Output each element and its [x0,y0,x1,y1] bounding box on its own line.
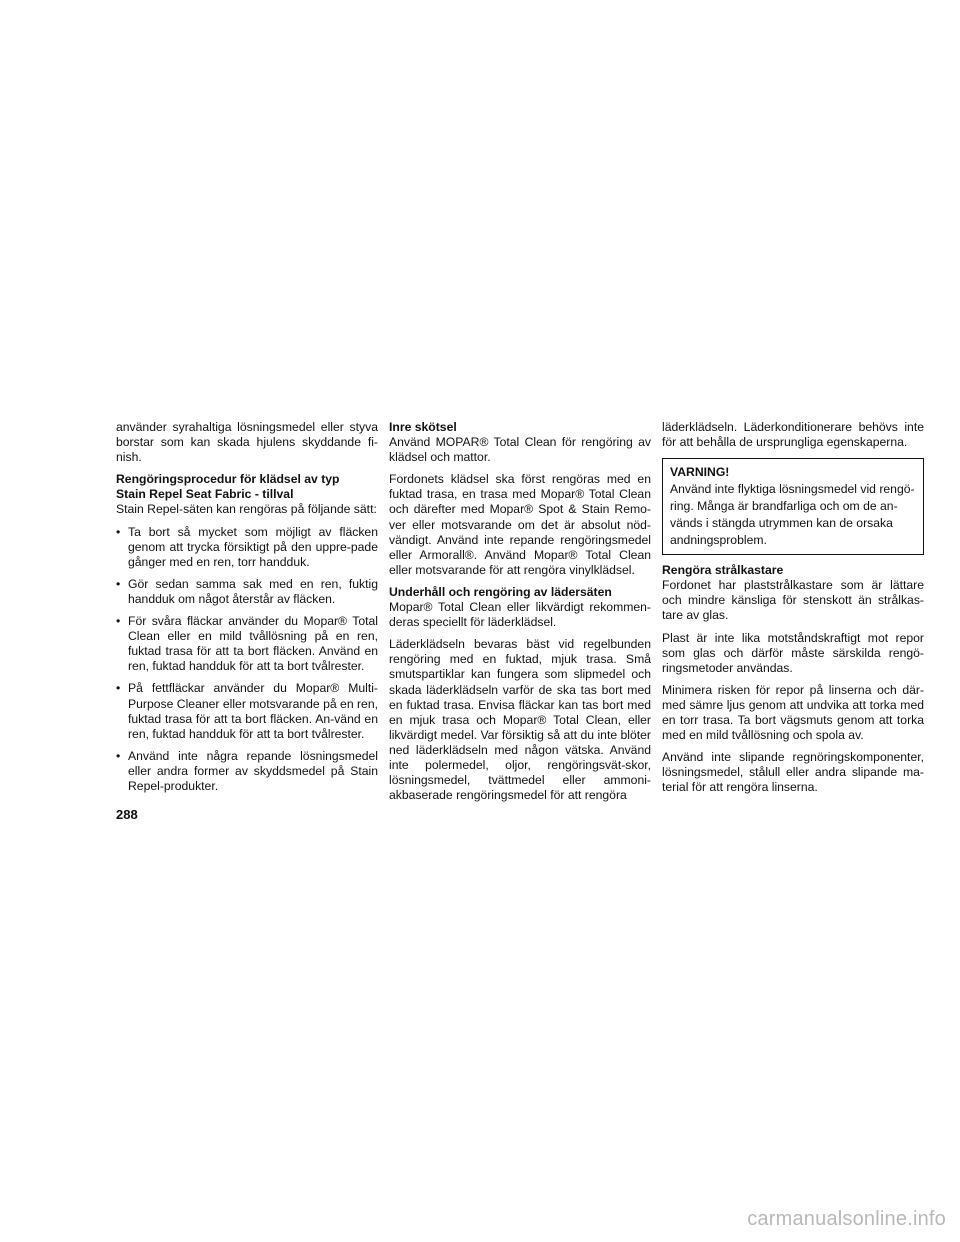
column-2 [389,420,651,810]
bullet-text: För svåra fläckar använder du Mopar® Total Clean eller en mild tvållösning på en ren, fuktad trasa för att ta bort fläcken. Använd en ren, fuktad handduk för att ta bort tvålrester. [128,614,378,674]
warning-title: VARNING! [670,465,730,480]
intro-paragraph: använder syrahaltiga lösningsmedel eller styva borstar som kan skada hjulens skyddande fi-nish. [116,420,378,465]
bullet-item [116,749,378,794]
section-lead: Stain Repel-säten kan rengöras på följande sätt: [116,502,377,517]
paragraph: Använd inte slipande regnöringskomponenter, lösningsmedel, stålull eller andra slipande ma-terial för att rengöra linserna. [662,750,924,795]
bullet-symbol: • [116,614,121,629]
interior-care-heading: Inre skötsel [389,420,457,434]
bullet-text: På fettfläckar använder du Mopar® Multi-Purpose Cleaner eller motsvarande på en ren, fuktad trasa för att ta bort fläcken. An-vänd en ren, fuktad handduk för att ta bort tvålrester. [128,681,378,741]
headlight-heading: Rengöra strålkastare [662,563,784,578]
column-1 [116,420,378,801]
bullet-symbol: • [116,681,121,696]
section-heading-line-1: Rengöringsprocedur för klädsel av typ [116,472,340,487]
paragraph: Plast är inte lika motståndskraftigt mot repor som glas och därför måste särskilda rengö-ringsmetoder användas. [662,630,924,675]
paragraph: Mopar® Total Clean eller likvärdigt rekommen-deras speciellt för läderklädsel. [389,600,651,630]
paragraph: Fordonets klädsel ska först rengöras med en fuktad trasa, en trasa med Mopar® Total Clean och därefter med Mopar® Spot & Stain Remo-ver eller motsvarande om det är absolut nöd-vändigt. Använd inte repande rengöringsmedel eller Armorall®. Använd Mopar® Total Clean eller motsvarande för att rengöra vinylklädsel. [389,472,651,577]
bullet-symbol: • [116,524,121,539]
paragraph: läderklädseln. Läderkonditionerare behövs inte för att behålla de ursprungliga egenskaperna. [662,420,924,450]
bullet-text: Gör sedan samma sak med en ren, fuktig handduk om något återstår av fläcken. [128,576,378,606]
bullet-symbol: • [116,576,121,591]
section-heading-line-2: Stain Repel Seat Fabric - tillval [116,487,294,502]
headlight-section [662,563,924,623]
bullet-symbol: • [116,748,121,763]
watermark: carmanualsonline.info [747,1208,946,1230]
paragraph: Använd MOPAR® Total Clean för rengöring av klädsel och mattor. [389,435,651,465]
interior-care-section [389,420,651,465]
leather-seat-section [389,585,651,630]
bullet-item [116,681,378,741]
stain-repel-section [116,472,378,517]
warning-box [662,458,924,555]
paragraph: Läderklädseln bevaras bäst vid regelbunden rengöring med en fuktad, mjuk trasa. Små smutspartiklar kan fungera som slipmedel och skada läderklädseln varför de ska tas bort med en fuktad trasa. Envisa fläckar kan tas bort med en mjuk trasa och Mopar® Total Clean, eller likvärdigt medel. Var försiktig så att du inte blöter ned läderklädseln med någon vätska. Använd inte polermedel, oljor, rengöringsvät-skor, lösningsmedel, tvättmedel eller ammoni-akbaserade rengöringsmedel för att rengöra [389,637,651,803]
bullet-text: Ta bort så mycket som möjligt av fläcken genom att trycka försiktigt på den uppre-pade gånger med en ren, torr handduk. [128,524,378,569]
paragraph: Fordonet har plaststrålkastare som är lättare och mindre känsliga för stenskott än strålkas-tare av glas. [662,578,924,623]
bullet-item [116,614,378,674]
bullet-item [116,525,378,570]
column-3 [662,420,924,803]
paragraph: Minimera risken för repor på linserna och där-med sämre ljus genom att undvika att torka med en torr trasa. Ta bort vägsmuts genom att torka med en mild tvållösning och spola av. [662,682,924,743]
bullet-text: Använd inte några repande lösningsmedel eller andra former av skyddsmedel på Stain Repel-produkter. [128,748,378,793]
warning-text: Använd inte flyktiga lösningsmedel vid rengö-ring. Många är brandfarliga och om de an-vänds i stängda utrymmen kan de orsaka andningsproblem. [670,482,915,548]
page-number: 288 [116,807,138,822]
leather-seat-heading: Underhåll och rengöring av lädersäten [389,584,612,599]
bullet-item [116,577,378,607]
